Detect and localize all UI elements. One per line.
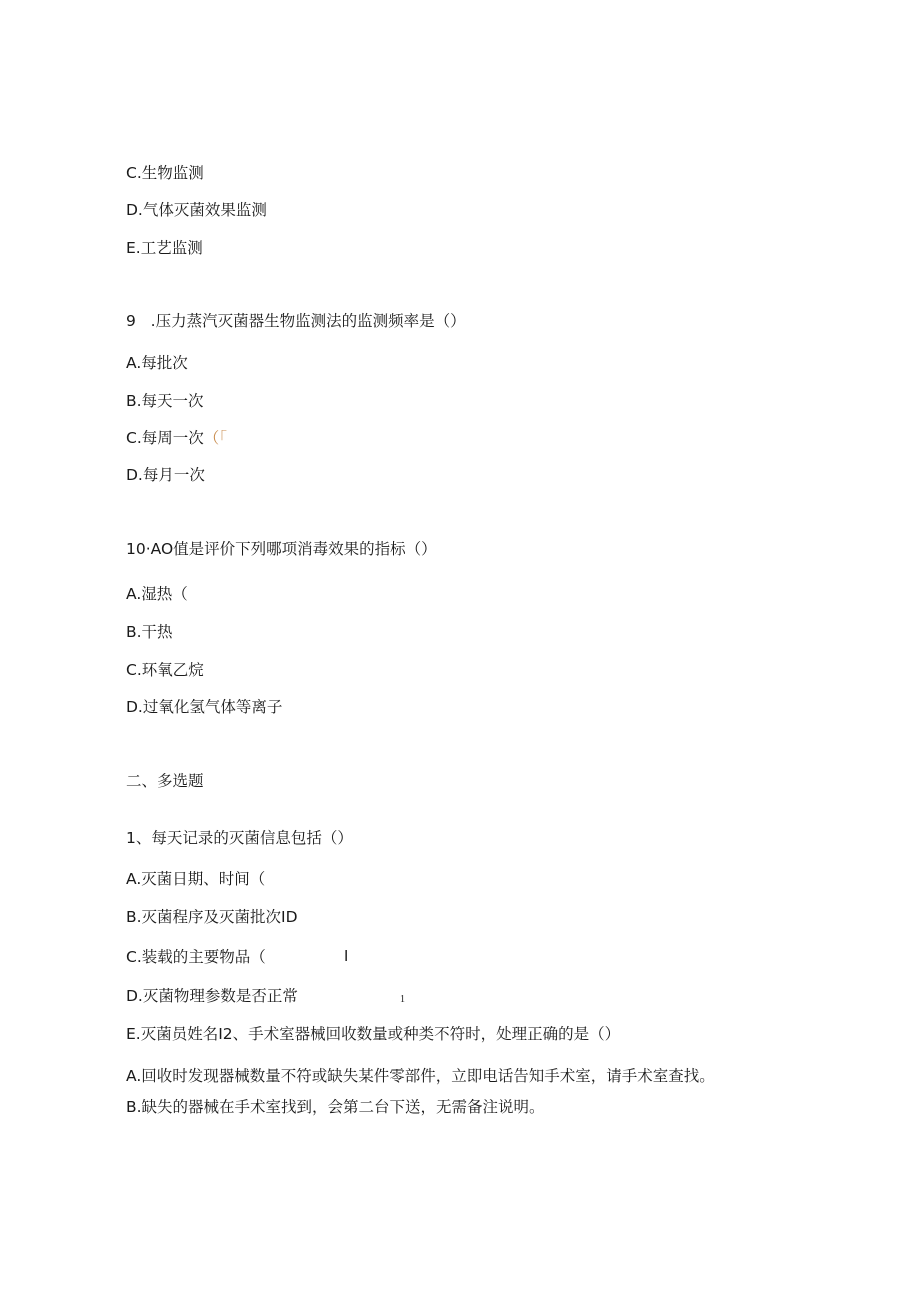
m1-option-c: C.装载的主要物品（ [126,948,266,966]
m1-option-b: B.灭菌程序及灭菌批次ID [126,908,298,926]
q9-option-a: A.每批次 [126,354,188,372]
q9-option-c: C.每周一次 [126,429,204,447]
q10-option-b: B.干热 [126,623,173,641]
q10-option-d: D.过氧化氢气体等离子 [126,698,283,716]
section-title-multiple-choice: 二、多选题 [126,772,204,790]
q10-option-a: A.湿热（ [126,585,188,603]
q10-option-c: C.环氧乙烷 [126,661,204,679]
q9-option-c-row [126,428,227,448]
q9-stem: 9 .压力蒸汽灭菌器生物监测法的监测频率是（） [126,312,466,330]
m2-option-a: A.回收时发现器械数量不符或缺失某件零部件，立即电话告知手术室，请手术室查找。 [126,1067,715,1085]
page-number: 1 [400,994,405,1005]
q9-option-c-mark: （「 [203,429,228,447]
m1-option-c-stray-mark: I [344,948,349,965]
q8-option-e: E.工艺监测 [126,239,203,257]
q10-stem: 10·AO值是评价下列哪项消毒效果的指标（） [126,540,437,558]
m1-stem: 1、每天记录的灭菌信息包括（） [126,829,353,847]
m1-option-d: D.灭菌物理参数是否正常 [126,987,298,1005]
q8-option-c: C.生物监测 [126,164,204,182]
q9-option-b: B.每天一次 [126,392,204,410]
m2-option-b: B.缺失的器械在手术室找到，会第二台下送，无需备注说明。 [126,1098,545,1116]
m1-option-a: A.灭菌日期、时间（ [126,870,266,888]
m1-option-e-and-m2-stem: E.灭菌员姓名I2、手术室器械回收数量或种类不符时，处理正确的是（） [126,1025,621,1043]
q8-option-d: D.气体灭菌效果监测 [126,201,267,219]
q9-option-d: D.每月一次 [126,466,205,484]
